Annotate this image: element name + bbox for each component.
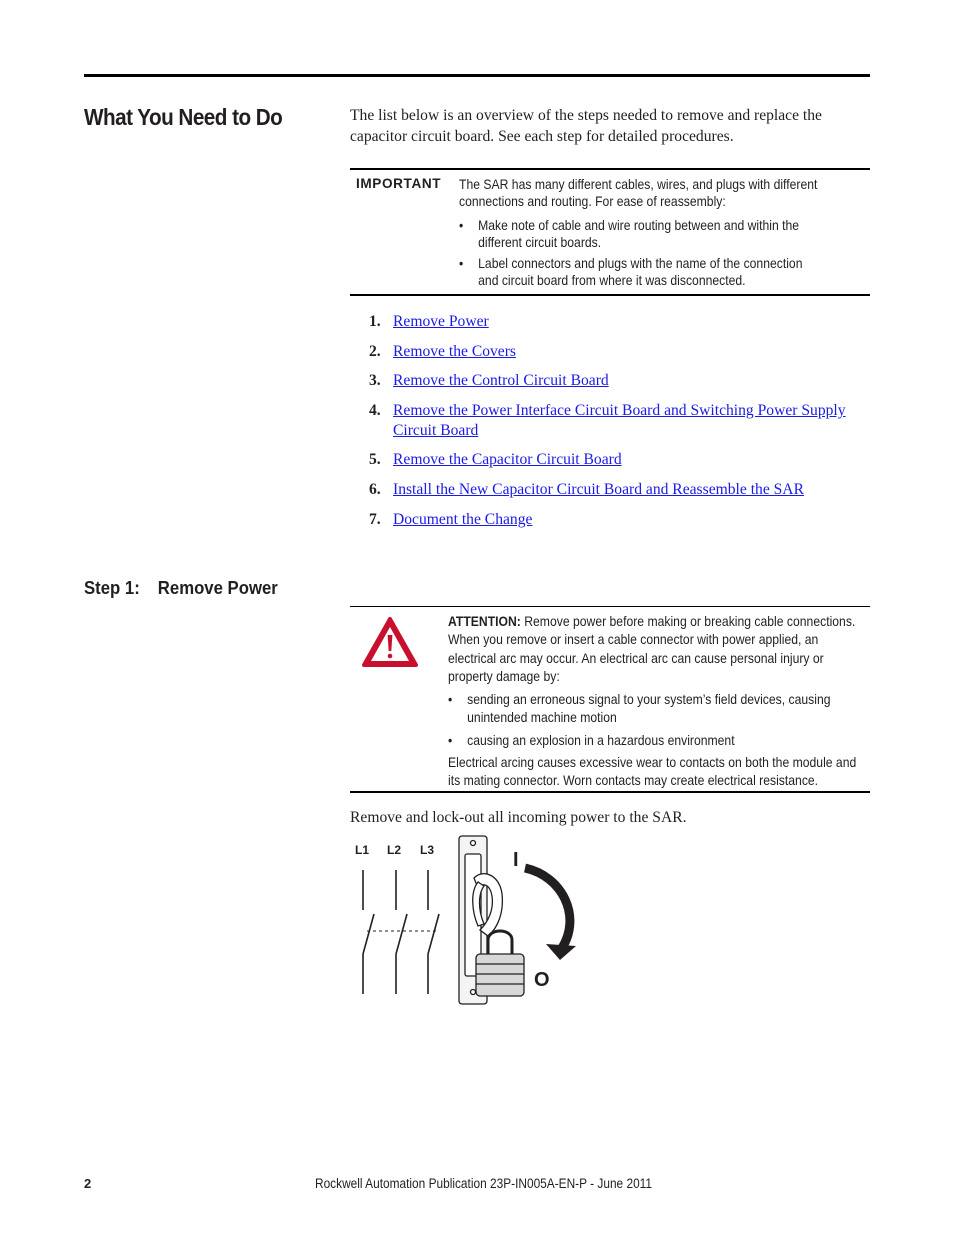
step-item: 6. Install the New Capacitor Circuit Board and Reassemble the SAR: [369, 480, 804, 498]
steps-list: [350, 312, 873, 539]
attention-text: ATTENTION: Remove power before making or breaking cable connections. When you remove or insert a cable connector with power applied, an electrical arc may occur. An electrical arc can cause personal injury or property damage by:: [448, 613, 856, 684]
page-number: 2: [84, 1176, 92, 1191]
on-label: I: [513, 849, 519, 871]
disconnect-switch-figure: [350, 832, 590, 1012]
bullet-icon: •: [448, 731, 453, 748]
attention-bullet: • causing an explosion in a hazardous environment: [448, 731, 735, 748]
line-label-l2: L2: [387, 843, 402, 857]
attention-body: [448, 612, 866, 795]
attention-closing: Electrical arcing causes excessive wear to contacts on both the module and its mating connector. Worn contacts may create electrical resistance.: [448, 754, 857, 789]
section-title: What You Need to Do: [84, 104, 283, 130]
rotation-arrow: [525, 868, 570, 948]
attention-bullet: • sending an erroneous signal to your system’s field devices, causing unintended machine motion: [448, 691, 831, 726]
step-link-remove-power-interface-board[interactable]: Remove the Power Interface Circuit Board and Switching Power Supply Circuit Board: [393, 401, 846, 439]
switch-poles: [363, 870, 439, 994]
step-link-remove-covers[interactable]: Remove the Covers: [393, 342, 516, 360]
step-link-remove-control-board[interactable]: Remove the Control Circuit Board: [393, 372, 609, 390]
step1-heading: Step 1: Remove Power: [84, 577, 278, 598]
intro-paragraph: The list below is an overview of the steps needed to remove and replace the capacitor circuit board. See each step for detailed procedures.: [350, 107, 822, 145]
line-label-l3: L3: [420, 843, 435, 857]
step-item: 3. Remove the Control Circuit Board: [369, 372, 609, 390]
important-label: IMPORTANT: [356, 176, 442, 191]
important-text: The SAR has many different cables, wires, and plugs with different connections and routing. For ease of reassembly:: [459, 176, 818, 209]
warning-triangle-icon: [360, 615, 420, 671]
bullet-icon: •: [459, 217, 464, 233]
step-item: 4. Remove the Power Interface Circuit Board and Switching Power Supply Circuit Board: [369, 401, 846, 439]
bullet-icon: •: [459, 255, 464, 271]
step-link-install-capacitor-board[interactable]: Install the New Capacitor Circuit Board and Reassemble the SAR: [393, 480, 804, 498]
attention-box: [350, 606, 870, 793]
top-rule: [84, 74, 870, 77]
step-item: 2. Remove the Covers: [369, 342, 516, 360]
important-body: [459, 176, 824, 293]
step-link-document-change[interactable]: Document the Change: [393, 510, 533, 528]
important-bullet: • Make note of cable and wire routing between and within the different circuit boards.: [459, 217, 800, 250]
bullet-icon: •: [448, 691, 453, 708]
important-box: [350, 168, 870, 296]
step-item: 5. Remove the Capacitor Circuit Board: [369, 451, 622, 469]
arrow-head-icon: [546, 944, 576, 960]
publication-info: Rockwell Automation Publication 23P-IN005A-EN-P - June 2011: [315, 1176, 653, 1191]
line-label-l1: L1: [355, 843, 370, 857]
remove-power-text: Remove and lock-out all incoming power to the SAR.: [350, 809, 687, 826]
off-label: O: [534, 969, 550, 991]
important-bullet: • Label connectors and plugs with the name of the connection and circuit board from where it was disconnected.: [459, 255, 803, 288]
step-item: 1. Remove Power: [369, 313, 489, 330]
step-link-remove-capacitor-board[interactable]: Remove the Capacitor Circuit Board: [393, 451, 622, 469]
step-item: 7. Document the Change: [369, 510, 533, 528]
step-link-remove-power[interactable]: Remove Power: [393, 313, 489, 330]
